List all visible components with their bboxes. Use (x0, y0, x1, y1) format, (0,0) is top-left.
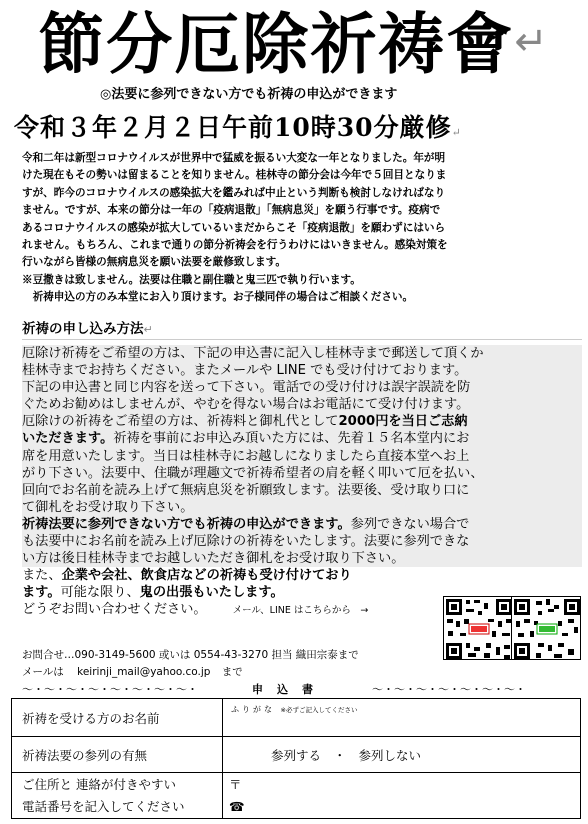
fee-highlight: 2000円を当日ご志納 (338, 414, 468, 430)
body-line: 桂林寺までお持ちください。またメールや LINE でも受け付けております。 (22, 362, 582, 379)
intro-line: すが、昨今のコロナウイルスの感染拡大を鑑みれば中止という判断も検討しなければなり (22, 186, 446, 199)
name-label: 祈祷を受ける方のお名前 (12, 699, 223, 737)
application-instructions (22, 345, 582, 620)
attendance-options[interactable]: 参列する ・ 参列しない (223, 737, 581, 773)
body-line: 厄除けの祈祷をご希望の方は、祈祷料と御札代として2000円を当日ご志納 (22, 413, 582, 430)
body-line: ます。可能な限り、鬼の出張もいたします。 (22, 585, 284, 601)
body-line: 下記の申込書と同じ内容を送って下さい。電話での受け付けは誤字誤読を防 (22, 379, 582, 396)
body-line: がり下さい。法要中、住職が理趣文で祈祷希望者の肩を軽く叩いて厄を払い、 (22, 465, 582, 482)
body-line: も法要中にお名前を読み上げ厄除けの祈祷をいたします。法要に参列できな (22, 533, 582, 550)
form-row-name (12, 699, 581, 737)
section-heading (22, 319, 582, 340)
postal-mark: 〒 (229, 776, 242, 792)
intro-line: ません。ですが、本来の節分は一年の「疫病退散」「無病息災」を願う行事です。疫病で (22, 204, 441, 217)
return-mark-icon: ↵ (451, 126, 462, 139)
body-line: ぐためお勧めはしませんが、やむを得ない場合はお電話にて受け付けます。 (22, 396, 582, 413)
intro-line: ※豆撒きは致しません。法要は住職と副住職と鬼三匹で執り行います。 (22, 273, 361, 286)
body-line: て御札をお受け取り下さい。 (22, 499, 582, 516)
body-line: い方は後日桂林寺までお越しいただき御札をお受け取り下さい。 (22, 550, 582, 567)
attendance-label: 祈祷法要の参列の有無 (12, 737, 223, 773)
intro-line: けた現在もその勢いは留まることを知りません。桂林寺の節分会は今年で５回目となりま (22, 169, 447, 182)
application-form (11, 698, 581, 819)
body-line: また、企業や会社、飲食店などの祈祷も受け付けており (22, 568, 352, 584)
address-label: ご住所と 連絡が付きやすい 電話番号を記入してください (12, 773, 223, 819)
mail-address-link[interactable]: keirinji_mail@yahoo.co.jp (77, 666, 211, 678)
title-text: 節分厄除祈祷會 (38, 6, 515, 83)
intro-line: 祈祷申込の方のみ本堂にお入り頂けます。お子様同伴の場合はご相談ください。 (22, 291, 414, 304)
furigana-label: ふりがな ※必ずご記入してください (231, 704, 358, 714)
body-line: どうぞお問い合わせください。 メール、LINE はこちらから → (22, 602, 369, 618)
contact-mail-line: メールは keirinji_mail@yahoo.co.jp まで (22, 666, 243, 678)
event-datetime (14, 111, 584, 150)
body-line: 厄除け祈祷をご希望の方は、下記の申込書に記入し桂林寺まで郵送して頂くか (22, 345, 582, 362)
form-row-address (12, 773, 581, 819)
contact-phone: お問合せ…090-3149-5600 或いは 0554-43-3270 担当 織田宗泰まで (22, 649, 359, 661)
subtitle: ◎法要に参列できない方でも祈祷の申込ができます (100, 87, 398, 102)
form-heading: 申込書 (252, 683, 327, 696)
name-field[interactable] (223, 699, 581, 737)
intro-paragraph (22, 150, 578, 307)
intro-line: れません。もちろん、これまで通りの節分祈祷会を行うわけにはいきません。感染対策を (22, 239, 448, 252)
body-line: 回向でお名前を読み上げて無病息災を祈願致します。法要後、受け取り口に (22, 482, 582, 499)
section-heading-text: 祈祷の申し込み方法 (22, 321, 144, 337)
body-line: 祈祷法要に参列できない方でも祈祷の申込ができます。参列できない場合で (22, 516, 582, 533)
page-title (0, 2, 588, 82)
body-line: いただきます。祈祷を事前にお申込み頂いた方には、先着１５名本堂内にお (22, 430, 582, 447)
intro-line: 行いながら皆様の無病息災を願い法要を厳修致します。 (22, 256, 286, 269)
qr-note: メール、LINE はこちらから → (232, 605, 369, 617)
return-mark-icon: ↵ (514, 19, 550, 65)
intro-line: あるコロナウイルスの感染が拡大しているいまだからこそ「疫病退散」を願わずにはいら (22, 221, 446, 234)
address-field[interactable] (223, 773, 581, 819)
return-mark-icon: ↵ (143, 323, 153, 336)
form-separator: ～・～・～・～・～・～・～・～・ 申込書 ～・～・～・～・～・～・～・ (22, 683, 526, 696)
intro-line: 令和二年は新型コロナウイルスが世界中で猛威を振るい大変な一年となりました。年が明 (22, 152, 446, 164)
form-row-attendance (12, 737, 581, 773)
body-line: 席を用意いたします。当日は桂林寺にお越しになりましたら直接本堂へお上 (22, 448, 582, 465)
phone-icon: ☎ (229, 798, 245, 814)
datetime-text: 令和３年２月２日午前10時30分厳修 (14, 113, 452, 142)
contact-info (22, 647, 582, 681)
